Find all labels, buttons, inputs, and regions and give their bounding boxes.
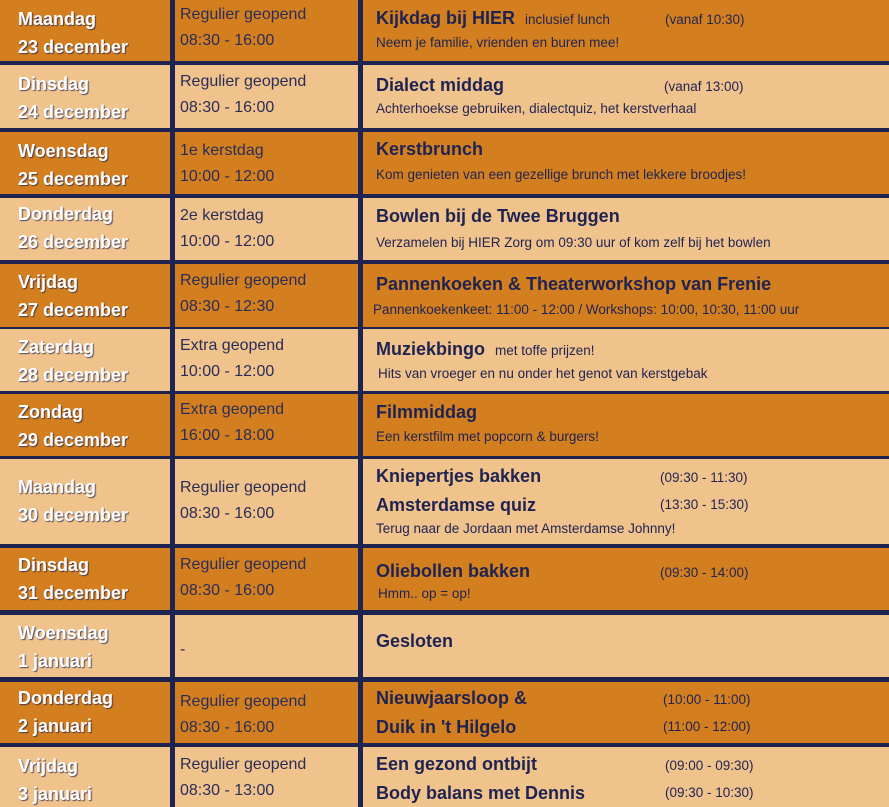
activity-cell: [363, 65, 889, 128]
day-cell: [0, 459, 170, 544]
day-name: Zaterdag: [18, 337, 95, 357]
activity-title: [376, 274, 771, 295]
opening-hours: 08:30 - 16:00: [180, 505, 275, 522]
activity-title-text: Kerstbrunch: [376, 139, 484, 159]
activity-title-text: Pannenkoeken & Theaterworkshop van Frenie: [376, 274, 772, 294]
opening-cell: [175, 0, 358, 61]
opening-hours: 08:30 - 16:00: [180, 719, 275, 736]
opening-hours: 08:30 - 16:00: [180, 582, 275, 599]
day-date: 25 december: [18, 169, 129, 189]
day-date: 27 december: [18, 300, 129, 320]
day-name: Donderdag: [18, 204, 114, 224]
opening-status: Regulier geopend: [180, 479, 307, 496]
day-name: Dinsdag: [18, 74, 90, 94]
activity-title: [376, 561, 530, 582]
activity-cell: [363, 198, 889, 260]
day-date: 29 december: [18, 430, 129, 450]
opening-hours: 08:30 - 16:00: [180, 32, 275, 49]
activity-title: [376, 206, 620, 227]
activity-inline-note: met toffe prijzen!: [495, 343, 595, 358]
day-cell: [0, 682, 170, 743]
day-date: 2 januari: [18, 716, 93, 736]
activity-description: Kom genieten van een gezellige brunch met lekkere broodjes!: [376, 167, 746, 182]
opening-status: Extra geopend: [180, 401, 285, 418]
day-cell: [0, 65, 170, 128]
day-cell: [0, 198, 170, 260]
opening-cell: [175, 132, 358, 194]
activity-title: [376, 339, 595, 360]
day-date: 3 januari: [18, 784, 93, 804]
opening-cell: [175, 459, 358, 544]
activity-title-text: Gesloten: [376, 631, 454, 651]
schedule-row: [0, 264, 889, 327]
opening-status: Regulier geopend: [180, 6, 307, 23]
activity-cell: [363, 329, 889, 391]
activity-title-text: Een gezond ontbijt: [376, 754, 537, 774]
day-cell: [0, 0, 170, 61]
day-date: 1 januari: [18, 651, 93, 671]
opening-cell: [175, 329, 358, 391]
activity-time: (vanaf 13:00): [664, 79, 744, 94]
activity-title-text: Muziekbingo: [376, 339, 485, 359]
activity-time-2: (13:30 - 15:30): [660, 497, 749, 512]
day-name: Vrijdag: [18, 756, 79, 776]
activity-title: [376, 139, 483, 160]
day-date: 30 december: [18, 505, 129, 525]
activity-cell: [363, 459, 889, 544]
activity-description: Achterhoekse gebruiken, dialectquiz, het kerstverhaal: [376, 101, 697, 116]
opening-status: 1e kerstdag: [180, 142, 264, 159]
opening-status: -: [180, 641, 186, 658]
activity-time-2: (09:30 - 10:30): [665, 785, 754, 800]
activity-time: (vanaf 10:30): [665, 12, 745, 27]
activity-title-text: Kniepertjes bakken: [376, 466, 542, 486]
opening-status: Extra geopend: [180, 337, 285, 354]
day-name: Dinsdag: [18, 555, 90, 575]
schedule-row: [0, 329, 889, 391]
day-date: 24 december: [18, 102, 129, 122]
opening-hours: 10:00 - 12:00: [180, 363, 275, 380]
activity-title-2: Body balans met Dennis: [376, 783, 586, 803]
day-name: Maandag: [18, 477, 97, 497]
schedule-row: [0, 198, 889, 260]
schedule-row: [0, 747, 889, 807]
activity-title: [376, 402, 477, 423]
activity-title-text: Filmmiddag: [376, 402, 478, 422]
opening-hours: 10:00 - 12:00: [180, 168, 275, 185]
activity-description: Pannenkoekenkeet: 11:00 - 12:00 / Workshops: 10:00, 10:30, 11:00 uur: [373, 302, 800, 317]
activity-cell: [363, 394, 889, 456]
day-date: 26 december: [18, 232, 129, 252]
day-name: Maandag: [18, 9, 97, 29]
schedule-row: [0, 65, 889, 128]
activity-cell: [363, 0, 889, 61]
activity-description: Terug naar de Jordaan met Amsterdamse Johnny!: [376, 521, 676, 536]
opening-status: Regulier geopend: [180, 693, 307, 710]
activity-description: Neem je familie, vrienden en buren mee!: [376, 35, 620, 50]
activity-title-2: Duik in 't Hilgelo: [376, 717, 517, 737]
activity-time: (10:00 - 11:00): [663, 692, 751, 707]
day-cell: [0, 132, 170, 194]
day-cell: [0, 329, 170, 391]
activity-time: (09:00 - 09:30): [665, 758, 754, 773]
opening-status: Regulier geopend: [180, 556, 307, 573]
opening-cell: [175, 548, 358, 610]
opening-status: Regulier geopend: [180, 73, 307, 90]
day-cell: [0, 747, 170, 807]
opening-cell: [175, 747, 358, 807]
opening-hours: 08:30 - 12:30: [180, 298, 275, 315]
opening-status: Regulier geopend: [180, 272, 307, 289]
activity-title-text: Nieuwjaarsloop &: [376, 688, 528, 708]
activity-cell: [363, 264, 889, 327]
activity-description: Hits van vroeger en nu onder het genot van kerstgebak: [378, 366, 708, 381]
opening-status: Regulier geopend: [180, 756, 307, 773]
day-cell: [0, 548, 170, 610]
activity-title: [376, 754, 537, 775]
opening-cell: [175, 198, 358, 260]
opening-cell: [175, 394, 358, 456]
activity-time-2: (11:00 - 12:00): [663, 719, 751, 734]
activity-title-text: Kijkdag bij HIER: [376, 8, 516, 28]
day-date: 23 december: [18, 37, 129, 57]
day-name: Zondag: [18, 402, 83, 422]
opening-cell: [175, 682, 358, 743]
activity-title: [376, 631, 453, 652]
opening-cell: [175, 65, 358, 128]
schedule-row: [0, 615, 889, 677]
opening-cell: [175, 615, 358, 677]
day-cell: [0, 394, 170, 456]
opening-hours: 10:00 - 12:00: [180, 233, 275, 250]
opening-cell: [175, 264, 358, 327]
activity-title-text: Bowlen bij de Twee Bruggen: [376, 206, 620, 226]
activity-title: [376, 688, 527, 709]
activity-description: Verzamelen bij HIER Zorg om 09:30 uur of kom zelf bij het bowlen: [376, 235, 771, 250]
schedule-row: [0, 0, 889, 61]
schedule-row: [0, 132, 889, 194]
activity-cell: [363, 747, 889, 807]
opening-status: 2e kerstdag: [180, 207, 264, 224]
activity-time: (09:30 - 11:30): [660, 470, 748, 485]
day-name: Donderdag: [18, 688, 114, 708]
activity-cell: [363, 615, 889, 677]
schedule-row: [0, 394, 889, 456]
schedule-row: [0, 682, 889, 743]
activity-cell: [363, 132, 889, 194]
opening-hours: 16:00 - 18:00: [180, 427, 275, 444]
activity-title: [376, 8, 610, 29]
schedule-row: [0, 548, 889, 610]
activity-cell: [363, 682, 889, 743]
day-date: 28 december: [18, 365, 129, 385]
activity-cell: [363, 548, 889, 610]
day-name: Woensdag: [18, 623, 109, 643]
activity-title-2: Amsterdamse quiz: [376, 495, 537, 515]
activity-title-text: Oliebollen bakken: [376, 561, 531, 581]
activity-title: [376, 466, 541, 487]
day-name: Vrijdag: [18, 272, 79, 292]
day-cell: [0, 615, 170, 677]
activity-description: Hmm.. op = op!: [378, 586, 471, 601]
activity-title: [376, 75, 504, 96]
day-name: Woensdag: [18, 141, 109, 161]
activity-title-text: Dialect middag: [376, 75, 505, 95]
schedule-row: [0, 459, 889, 544]
day-cell: [0, 264, 170, 327]
opening-hours: 08:30 - 16:00: [180, 99, 275, 116]
opening-hours: 08:30 - 13:00: [180, 782, 275, 799]
day-date: 31 december: [18, 583, 129, 603]
activity-inline-note: inclusief lunch: [525, 12, 610, 27]
activity-time: (09:30 - 14:00): [660, 565, 749, 580]
activity-description: Een kerstfilm met popcorn & burgers!: [376, 429, 599, 444]
